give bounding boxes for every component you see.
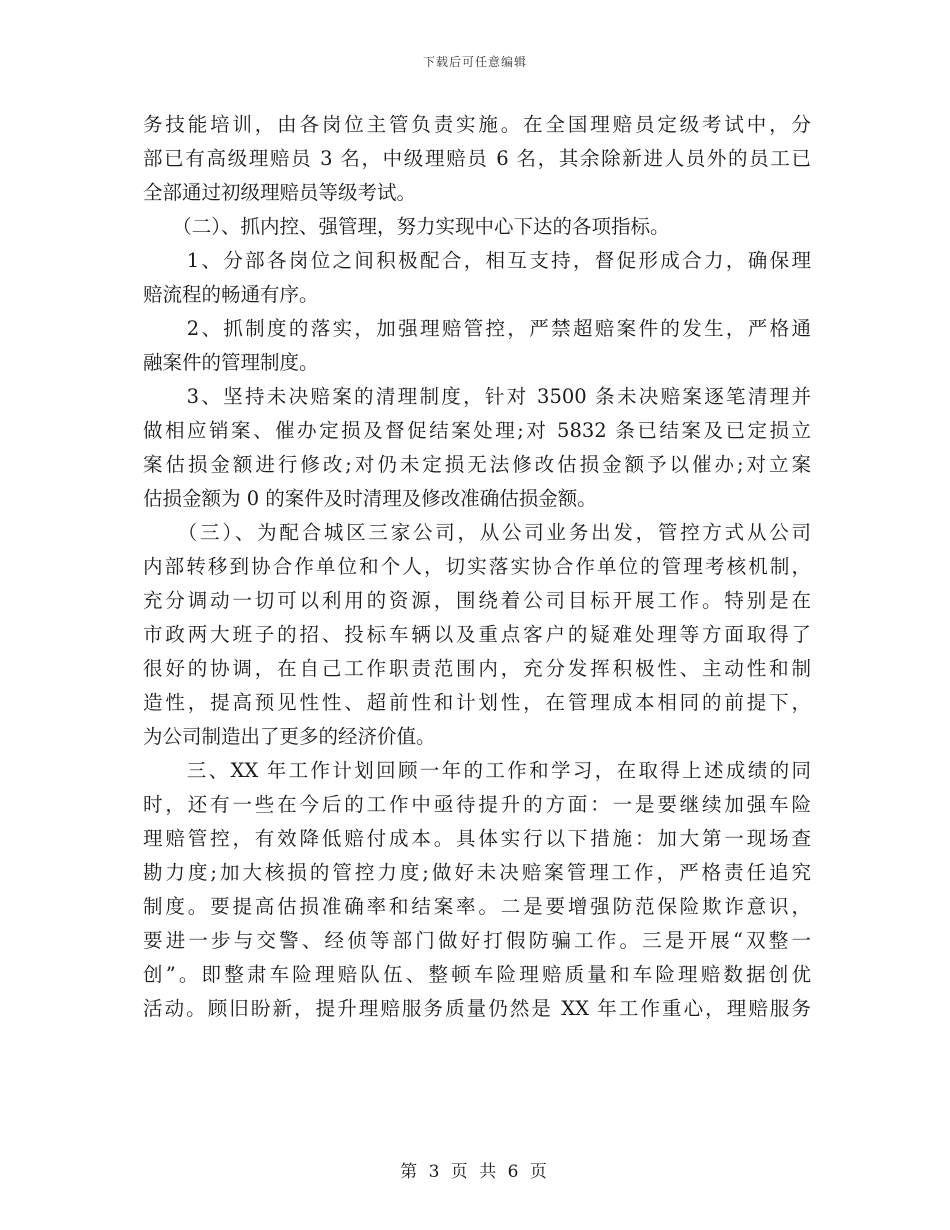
text-line: 务技能培训，由各岗位主管负责实施。在全国理赔员定级考试中，分 <box>143 113 811 136</box>
text-line: 充分调动一切可以利用的资源，围绕着公司目标开展工作。特别是在 <box>143 589 811 612</box>
text-line: 做相应销案、催办定损及督促结案处理;对 5832 条已结案及已定损立 <box>143 419 811 442</box>
text-line: 市政两大班子的招、投标车辆以及重点客户的疑难处理等方面取得了 <box>143 623 811 646</box>
text-line: 时，还有一些在今后的工作中亟待提升的方面：一是要继续加强车险 <box>143 793 811 816</box>
page-footer: 第 3 页 共 6 页 <box>400 1162 550 1182</box>
text-line: 融案件的管理制度。 <box>143 351 319 374</box>
text-line: 为公司制造出了更多的经济价值。 <box>143 725 436 748</box>
text-line: 2、抓制度的落实，加强理赔管控，严禁超赔案件的发生，严格通 <box>143 317 811 340</box>
text-line: 部已有高级理赔员 3 名，中级理赔员 6 名，其余除新进人员外的员工已 <box>143 147 811 170</box>
text-line: 全部通过初级理赔员等级考试。 <box>143 181 417 204</box>
text-line: （三）、为配合城区三家公司，从公司业务出发，管控方式从公司 <box>143 521 811 544</box>
text-line: 要进一步与交警、经侦等部门做好打假防骗工作。三是开展“双整一 <box>143 929 811 952</box>
text-line: 制度。要提高估损准确率和结案率。二是要增强防范保险欺诈意识， <box>143 895 811 918</box>
text-line: 理赔管控，有效降低赔付成本。具体实行以下措施：加大第一现场查 <box>143 827 811 850</box>
text-line: （二）、抓内控、强管理，努力实现中心下达的各项指标。 <box>143 215 670 238</box>
text-line: 创”。即整肃车险理赔队伍、整顿车险理赔质量和车险理赔数据创优 <box>143 963 811 986</box>
text-line: 内部转移到协合作单位和个人，切实落实协合作单位的管理考核机制， <box>143 555 811 578</box>
text-line: 估损金额为 0 的案件及时清理及修改准确估损金额。 <box>143 487 597 510</box>
text-line: 1、分部各岗位之间积极配合，相互支持，督促形成合力，确保理 <box>143 249 811 272</box>
text-line: 活动。顾旧盼新，提升理赔服务质量仍然是 XX 年工作重心，理赔服务 <box>143 997 811 1020</box>
text-line: 赔流程的畅通有序。 <box>143 283 319 306</box>
text-line: 3、坚持未决赔案的清理制度，针对 3500 条未决赔案逐笔清理并 <box>143 385 811 408</box>
body-text <box>143 108 811 1026</box>
page-header: 下载后可任意编辑 <box>422 55 527 69</box>
text-line: 勘力度;加大核损的管控力度;做好未决赔案管理工作，严格责任追究 <box>143 861 811 884</box>
text-line: 案估损金额进行修改;对仍未定损无法修改估损金额予以催办;对立案 <box>143 453 811 476</box>
text-line: 三、XX 年工作计划回顾一年的工作和学习，在取得上述成绩的同 <box>143 759 811 782</box>
text-line: 造性，提高预见性性、超前性和计划性，在管理成本相同的前提下， <box>143 691 811 714</box>
text-line: 很好的协调，在自己工作职责范围内，充分发挥积极性、主动性和制 <box>143 657 811 680</box>
